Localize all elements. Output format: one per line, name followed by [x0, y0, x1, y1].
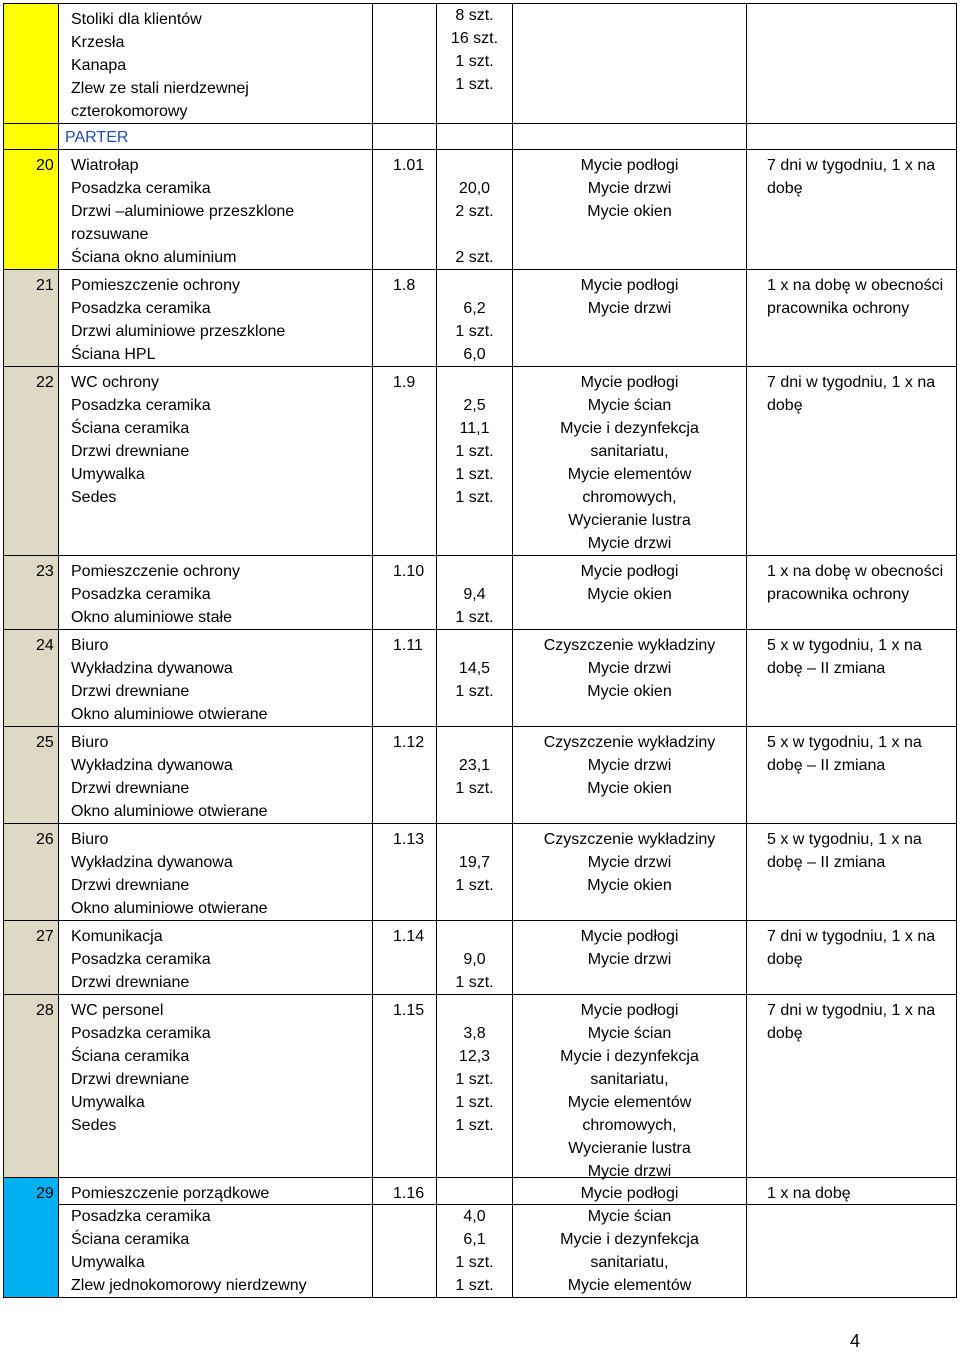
operations-cell-line: sanitariatu,	[590, 1254, 669, 1271]
quantity-cell-line: 1 szt.	[455, 877, 494, 894]
items-cell-line: Ściana ceramika	[71, 1048, 190, 1065]
items-cell	[59, 1178, 373, 1298]
operations-cell	[513, 270, 747, 367]
table-row	[4, 824, 957, 921]
frequency-cell	[747, 4, 957, 124]
quantity-cell	[437, 270, 513, 367]
quantity-cell	[437, 556, 513, 630]
frequency-cell-line: dobę	[767, 951, 803, 968]
quantity-cell-line: 1 szt.	[455, 780, 494, 797]
items-cell-line: Okno aluminiowe otwierane	[71, 803, 268, 820]
quantity-cell-line: 23,1	[458, 757, 491, 774]
operations-cell-line: Czyszczenie wykładziny	[543, 637, 716, 654]
frequency-cell-line: 1 x na dobę w obecności	[767, 563, 944, 580]
items-cell-line: Sedes	[71, 1117, 117, 1134]
operations-cell-line: Mycie podłogi	[580, 928, 679, 945]
items-cell-line: Drzwi –aluminiowe przeszklone	[71, 203, 295, 220]
items-cell-line: Drzwi drewniane	[71, 683, 190, 700]
row-number-cell	[4, 556, 59, 630]
code-cell-line: 1.8	[393, 277, 416, 294]
operations-cell-line: Wycieranie lustra	[568, 1140, 691, 1157]
frequency-cell-line: dobę – II zmiana	[767, 660, 886, 677]
items-cell-line: Ściana HPL	[71, 346, 156, 363]
table-row	[4, 367, 957, 556]
items-cell	[59, 995, 373, 1205]
operations-cell-line: Mycie podłogi	[580, 1185, 679, 1202]
quantity-cell	[437, 727, 513, 824]
operations-cell	[513, 630, 747, 727]
items-cell	[59, 150, 373, 270]
operations-cell-line: Mycie podłogi	[580, 563, 679, 580]
row-number-cell-line: 20	[36, 157, 54, 174]
row-number-cell-line: 27	[36, 928, 54, 945]
items-cell-line: WC personel	[71, 1002, 164, 1019]
code-cell	[373, 921, 437, 995]
items-cell-line: Komunikacja	[71, 928, 163, 945]
operations-cell-line: Mycie ścian	[587, 397, 672, 414]
quantity-cell	[437, 630, 513, 727]
quantity-cell-line	[437, 999, 512, 1022]
row-number-cell	[4, 270, 59, 367]
table-row	[4, 921, 957, 995]
operations-cell-line: Mycie podłogi	[580, 374, 679, 391]
quantity-cell-line	[437, 223, 512, 246]
quantity-cell-line	[437, 828, 512, 851]
items-cell	[59, 824, 373, 921]
table-row	[4, 1178, 957, 1298]
items-cell-line: Posadzka ceramika	[71, 397, 211, 414]
quantity-cell-line: 4,0	[463, 1208, 486, 1225]
empty-cell	[373, 124, 437, 150]
quantity-cell-line: 9,0	[463, 951, 486, 968]
quantity-cell-line: 1 szt.	[455, 1277, 494, 1294]
quantity-cell-line: 1 szt.	[455, 1117, 494, 1134]
row-number-cell	[4, 4, 59, 124]
items-cell-line: Okno aluminiowe otwierane	[71, 900, 268, 917]
operations-cell-line: sanitariatu,	[590, 1071, 669, 1088]
section-heading: PARTER	[65, 129, 129, 146]
quantity-cell	[437, 921, 513, 995]
cleaning-schedule-table-continued	[3, 1177, 957, 1298]
code-cell	[373, 4, 437, 124]
frequency-cell	[747, 1178, 957, 1298]
quantity-cell	[437, 4, 513, 124]
items-cell-line: Kanapa	[71, 57, 127, 74]
operations-cell	[513, 995, 747, 1205]
quantity-cell-line: 1 szt.	[455, 466, 494, 483]
items-cell-line: Drzwi drewniane	[71, 877, 190, 894]
operations-cell-line: Mycie podłogi	[580, 1002, 679, 1019]
row-number-cell	[4, 995, 59, 1205]
operations-cell-line: Mycie ścian	[587, 1208, 672, 1225]
code-cell	[373, 995, 437, 1205]
frequency-cell	[747, 995, 957, 1205]
operations-cell	[513, 4, 747, 124]
items-cell-line: Drzwi drewniane	[71, 780, 190, 797]
items-cell-line: Sedes	[71, 489, 117, 506]
quantity-cell-line: 1 szt.	[455, 1094, 494, 1111]
quantity-cell-line: 9,4	[463, 586, 486, 603]
items-cell-line: Posadzka ceramika	[71, 1025, 211, 1042]
row-number-cell	[4, 150, 59, 270]
operations-cell-line: Mycie drzwi	[587, 535, 672, 552]
items-cell-line: Drzwi aluminiowe przeszklone	[71, 323, 286, 340]
operations-cell-line: Mycie okien	[587, 683, 672, 700]
items-cell-line: Wykładzina dywanowa	[71, 854, 233, 871]
code-cell-line: 1.11	[393, 637, 423, 654]
frequency-cell-line: dobę	[767, 1025, 803, 1042]
code-cell	[373, 270, 437, 367]
row-number-cell-line: 24	[36, 637, 54, 654]
operations-cell-line: Mycie okien	[587, 203, 672, 220]
quantity-cell-line: 8 szt.	[455, 7, 494, 24]
quantity-cell-line: 2 szt.	[455, 203, 494, 220]
operations-cell-line: sanitariatu,	[590, 443, 669, 460]
code-cell-line: 1.01	[393, 157, 425, 174]
operations-cell-line: Mycie podłogi	[580, 277, 679, 294]
frequency-cell-line: dobę – II zmiana	[767, 854, 886, 871]
frequency-cell-line: pracownika ochrony	[767, 300, 910, 317]
quantity-cell-line: 1 szt.	[455, 53, 494, 70]
items-cell	[59, 630, 373, 727]
table-row	[4, 150, 957, 270]
quantity-cell-line: 19,7	[458, 854, 491, 871]
frequency-cell	[747, 824, 957, 921]
row-number-cell	[4, 630, 59, 727]
quantity-cell-line: 14,5	[458, 660, 491, 677]
operations-cell	[513, 921, 747, 995]
table-row	[4, 630, 957, 727]
frequency-cell	[747, 556, 957, 630]
empty-cell	[747, 124, 957, 150]
quantity-cell-line: 3,8	[463, 1025, 486, 1042]
items-cell-line: Wykładzina dywanowa	[71, 660, 233, 677]
operations-cell-line: Czyszczenie wykładziny	[543, 831, 716, 848]
items-cell-line: Biuro	[71, 637, 109, 654]
frequency-cell	[747, 270, 957, 367]
row-number-cell-line: 28	[36, 1002, 54, 1019]
code-cell	[373, 150, 437, 270]
items-cell-line: Wiatrołap	[71, 157, 139, 174]
items-cell-line: Okno aluminiowe otwierane	[71, 706, 268, 723]
frequency-cell-line: 7 dni w tygodniu, 1 x na	[767, 157, 936, 174]
items-cell	[59, 921, 373, 995]
row-number-cell-line: 29	[36, 1185, 54, 1202]
items-cell-line: Pomieszczenie ochrony	[71, 563, 240, 580]
quantity-cell-line: 6,2	[463, 300, 486, 317]
operations-cell-line: Mycie drzwi	[587, 660, 672, 677]
operations-cell-line: chromowych,	[582, 489, 677, 506]
operations-cell-line: Mycie i dezynfekcja	[560, 1048, 699, 1065]
items-cell-line: Wykładzina dywanowa	[71, 757, 233, 774]
operations-cell	[513, 150, 747, 270]
items-cell-line: Umywalka	[71, 466, 145, 483]
frequency-cell-line: dobę	[767, 397, 803, 414]
frequency-cell-line: dobę	[767, 180, 803, 197]
items-cell-line: Umywalka	[71, 1094, 145, 1111]
quantity-cell-line: 16 szt.	[450, 30, 499, 47]
code-cell-line: 1.10	[393, 563, 425, 580]
operations-cell-line: Wycieranie lustra	[568, 512, 691, 529]
operations-cell-line: Mycie i dezynfekcja	[560, 420, 699, 437]
table-row	[4, 995, 957, 1205]
code-cell-line: 1.9	[393, 374, 416, 391]
operations-cell-line: Mycie podłogi	[580, 157, 679, 174]
operations-cell-line: Mycie i dezynfekcja	[560, 1231, 699, 1248]
frequency-cell-line: 1 x na dobę	[767, 1185, 851, 1202]
row-number-cell	[4, 824, 59, 921]
quantity-cell-line: 1 szt.	[455, 323, 494, 340]
items-cell-line: Ściana ceramika	[71, 420, 190, 437]
operations-cell-line: Mycie elementów	[567, 1277, 692, 1294]
row-number-cell-line: 23	[36, 563, 54, 580]
code-cell	[373, 630, 437, 727]
frequency-cell-line: dobę – II zmiana	[767, 757, 886, 774]
items-cell	[59, 367, 373, 556]
quantity-cell-line: 1 szt.	[455, 683, 494, 700]
items-cell-line: Posadzka ceramika	[71, 180, 211, 197]
quantity-cell-line: 6,0	[463, 346, 486, 363]
operations-cell-line: Mycie okien	[587, 877, 672, 894]
row-number-cell-line: 25	[36, 734, 54, 751]
quantity-cell	[437, 995, 513, 1205]
items-cell-line: Stoliki dla klientów	[71, 11, 202, 28]
operations-cell-line: Mycie elementów	[567, 1094, 692, 1111]
quantity-cell-line: 20,0	[458, 180, 491, 197]
frequency-cell-line: 7 dni w tygodniu, 1 x na	[767, 1002, 936, 1019]
items-cell-line: Biuro	[71, 734, 109, 751]
frequency-cell-line: pracownika ochrony	[767, 586, 910, 603]
quantity-cell	[437, 150, 513, 270]
quantity-cell-line	[437, 560, 512, 583]
empty-cell	[437, 124, 513, 150]
items-cell-line: Posadzka ceramika	[71, 300, 211, 317]
code-cell-line: 1.15	[393, 1002, 425, 1019]
row-number-cell-line: 21	[36, 277, 54, 294]
quantity-cell-line: 1 szt.	[455, 974, 494, 991]
operations-cell	[513, 727, 747, 824]
items-cell-line: Drzwi drewniane	[71, 1071, 190, 1088]
code-cell-line: 1.14	[393, 928, 425, 945]
operations-cell	[513, 1178, 747, 1298]
items-cell-line: Zlew jednokomorowy nierdzewny	[71, 1277, 307, 1294]
operations-cell-line: chromowych,	[582, 1117, 677, 1134]
operations-cell-line: Mycie drzwi	[587, 300, 672, 317]
items-cell-line: Ściana okno aluminium	[71, 249, 237, 266]
frequency-cell	[747, 727, 957, 824]
items-cell	[59, 556, 373, 630]
items-cell-line: Drzwi drewniane	[71, 443, 190, 460]
frequency-cell-line: 5 x w tygodniu, 1 x na	[767, 637, 922, 654]
row-number-cell	[4, 921, 59, 995]
section-row	[4, 124, 957, 150]
items-cell-line: Posadzka ceramika	[71, 586, 211, 603]
section-heading-cell	[59, 124, 373, 150]
items-cell-line: Krzesła	[71, 34, 125, 51]
operations-cell-line: Mycie elementów	[567, 466, 692, 483]
quantity-cell-line: 1 szt.	[455, 443, 494, 460]
row-number-cell-line: 26	[36, 831, 54, 848]
row-number-cell	[4, 124, 59, 150]
items-cell-line: Pomieszczenie ochrony	[71, 277, 240, 294]
items-cell-line: Posadzka ceramika	[71, 951, 211, 968]
operations-cell-line: Mycie okien	[587, 586, 672, 603]
code-cell-line: 1.16	[393, 1185, 425, 1202]
row-number-cell-line: 22	[36, 374, 54, 391]
table-row	[4, 556, 957, 630]
frequency-cell-line: 7 dni w tygodniu, 1 x na	[767, 928, 936, 945]
items-cell-line: Zlew ze stali nierdzewnej	[71, 80, 249, 97]
items-cell-line: WC ochrony	[71, 374, 160, 391]
operations-cell	[513, 824, 747, 921]
frequency-cell-line: 5 x w tygodniu, 1 x na	[767, 831, 922, 848]
row-number-cell	[4, 1178, 59, 1298]
quantity-cell	[437, 367, 513, 556]
quantity-cell-line: 12,3	[458, 1048, 491, 1065]
table-row	[4, 4, 957, 124]
operations-cell-line: Mycie drzwi	[587, 757, 672, 774]
quantity-cell-line: 2,5	[463, 397, 486, 414]
quantity-cell-line: 1 szt.	[455, 609, 494, 626]
quantity-cell-line	[437, 274, 512, 297]
frequency-cell	[747, 150, 957, 270]
quantity-cell-line: 2 szt.	[455, 249, 494, 266]
quantity-cell-line	[437, 371, 512, 394]
quantity-cell-line: 11,1	[459, 420, 490, 437]
items-cell-line: Posadzka ceramika	[71, 1208, 211, 1225]
frequency-cell-line: 5 x w tygodniu, 1 x na	[767, 734, 922, 751]
row-number-cell	[4, 367, 59, 556]
operations-cell-line: Mycie okien	[587, 780, 672, 797]
code-cell	[373, 367, 437, 556]
quantity-cell-line	[437, 731, 512, 754]
items-cell-line: Okno aluminiowe stałe	[71, 609, 232, 626]
quantity-cell-line	[437, 925, 512, 948]
operations-cell	[513, 367, 747, 556]
items-cell-line: czterokomorowy	[71, 103, 188, 120]
quantity-cell	[437, 824, 513, 921]
quantity-cell-line: 1 szt.	[455, 76, 494, 93]
code-cell	[373, 556, 437, 630]
items-cell	[59, 270, 373, 367]
quantity-cell-line	[437, 154, 512, 177]
frequency-cell-line: 1 x na dobę w obecności	[767, 277, 944, 294]
items-cell-line: rozsuwane	[71, 226, 149, 243]
code-cell	[373, 1178, 437, 1298]
page-number: 4	[850, 1331, 861, 1351]
quantity-cell-line	[437, 1182, 512, 1205]
operations-cell-line: Czyszczenie wykładziny	[543, 734, 716, 751]
operations-cell	[513, 556, 747, 630]
quantity-cell-line: 1 szt.	[455, 1071, 494, 1088]
quantity-cell-line: 1 szt.	[455, 489, 494, 506]
items-cell	[59, 727, 373, 824]
empty-cell	[513, 124, 747, 150]
operations-cell-line: Mycie drzwi	[587, 180, 672, 197]
quantity-cell-line: 6,1	[463, 1231, 486, 1248]
quantity-cell-line: 1 szt.	[455, 1254, 494, 1271]
code-cell	[373, 824, 437, 921]
code-cell-line: 1.13	[393, 831, 425, 848]
code-cell	[373, 727, 437, 824]
frequency-cell	[747, 367, 957, 556]
items-cell-line: Ściana ceramika	[71, 1231, 190, 1248]
frequency-cell	[747, 921, 957, 995]
items-cell	[59, 4, 373, 124]
items-cell-line: Pomieszczenie porządkowe	[71, 1185, 270, 1202]
operations-cell-line: Mycie drzwi	[587, 1163, 672, 1180]
items-cell-line: Biuro	[71, 831, 109, 848]
items-cell-line: Drzwi drewniane	[71, 974, 190, 991]
cleaning-schedule-table	[3, 3, 957, 1205]
operations-cell-line: Mycie ścian	[587, 1025, 672, 1042]
quantity-cell	[437, 1178, 513, 1298]
quantity-cell-line	[437, 634, 512, 657]
row-number-cell	[4, 727, 59, 824]
code-cell-line: 1.12	[393, 734, 425, 751]
frequency-cell	[747, 630, 957, 727]
frequency-cell-line: 7 dni w tygodniu, 1 x na	[767, 374, 936, 391]
items-cell-line: Umywalka	[71, 1254, 145, 1271]
table-row	[4, 727, 957, 824]
table-row	[4, 270, 957, 367]
operations-cell-line: Mycie drzwi	[587, 951, 672, 968]
operations-cell-line: Mycie drzwi	[587, 854, 672, 871]
